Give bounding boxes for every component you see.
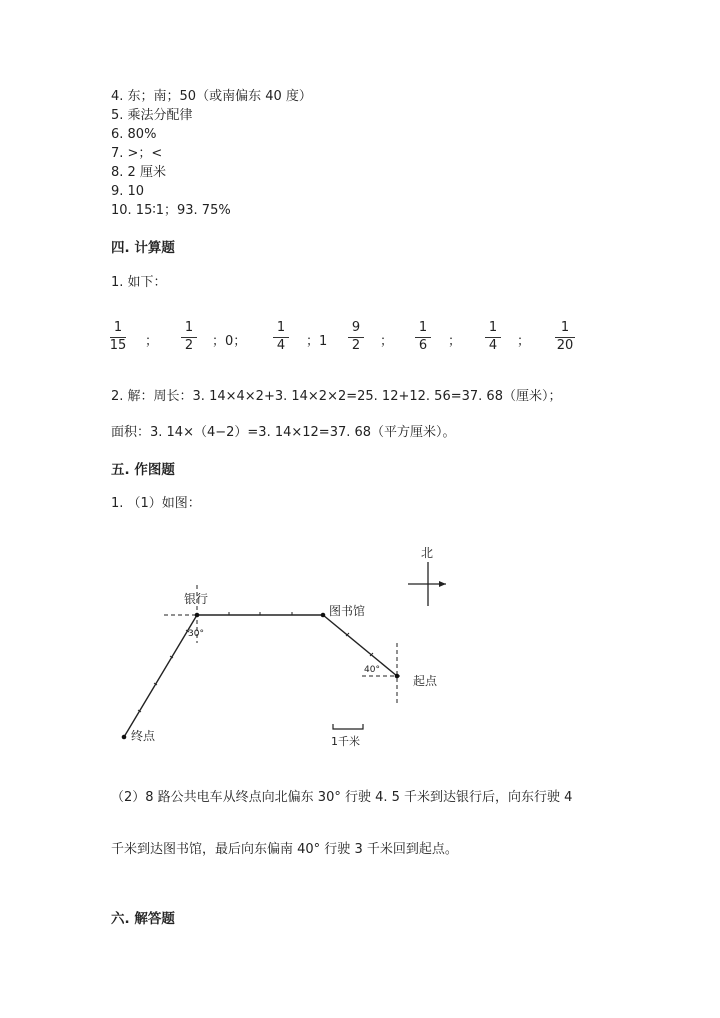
fraction (412, 320, 434, 354)
separator: ； (380, 334, 394, 349)
bank-angle-label: 30° (188, 629, 204, 639)
q1-2-description-line2: 千米到达图书馆，最后向东偏南 40° 行驶 3 千米回到起点。 (111, 842, 458, 857)
fraction-denominator: 4 (276, 338, 286, 353)
answer-8: 8. 2 厘米 (111, 165, 166, 180)
fraction (107, 320, 129, 354)
separator: ； (517, 334, 531, 349)
fraction-denominator: 15 (109, 338, 127, 353)
q1-figure-intro: 1. （1）如图： (111, 496, 201, 511)
q1-2-description-line1: （2）8 路公共电车从终点向北偏东 30° 行驶 4. 5 千米到达银行后，向东行驶 4 (111, 790, 573, 805)
separator: ； (448, 334, 462, 349)
fraction-denominator: 20 (556, 338, 574, 353)
route-diagram (0, 530, 720, 760)
scale-label: 1千米 (331, 735, 360, 748)
fraction-numerator: 1 (113, 320, 123, 335)
fraction-numerator: 1 (184, 320, 194, 335)
fraction-numerator: 9 (351, 320, 361, 335)
fraction (552, 320, 578, 354)
separator: ；1 (306, 334, 328, 349)
answer-6: 6. 80% (111, 127, 157, 142)
start-angle-label: 40° (364, 665, 380, 675)
fraction-numerator: 1 (488, 320, 498, 335)
scale-bar (333, 724, 363, 729)
end-point (122, 735, 127, 740)
q2-perimeter: 2. 解：周长：3. 14×4×2+3. 14×2×2=25. 12+12. 56=37. 68（厘米）； (111, 389, 562, 404)
north-label: 北 (421, 546, 434, 560)
fraction (345, 320, 367, 354)
section-5-title: 五. 作图题 (111, 462, 175, 478)
separator: ； (145, 334, 159, 349)
separator: ；0； (212, 334, 247, 349)
fraction-numerator: 1 (560, 320, 570, 335)
q1-intro: 1. 如下： (111, 275, 167, 290)
answer-7: 7. >；< (111, 146, 163, 161)
q2-area: 面积：3. 14×（4−2）=3. 14×12=37. 68（平方厘米）。 (111, 425, 456, 440)
fraction (270, 320, 292, 354)
section-6-title: 六. 解答题 (111, 911, 175, 927)
start-point (395, 674, 400, 679)
answer-4: 4. 东；南；50（或南偏东 40 度） (111, 89, 312, 104)
fraction (178, 320, 200, 354)
fraction-numerator: 1 (276, 320, 286, 335)
answer-5: 5. 乘法分配律 (111, 108, 193, 123)
compass-east-arrow (439, 581, 446, 587)
route-library-start (323, 615, 397, 676)
fraction-denominator: 6 (418, 338, 428, 353)
end-label: 终点 (131, 729, 156, 743)
bank-label: 银行 (184, 592, 209, 606)
start-label: 起点 (413, 674, 438, 688)
library-point (321, 613, 326, 618)
fraction-denominator: 4 (488, 338, 498, 353)
fraction-denominator: 2 (184, 338, 194, 353)
answer-10: 10. 15∶1；93. 75% (111, 203, 231, 218)
fraction-denominator: 2 (351, 338, 361, 353)
answer-9: 9. 10 (111, 184, 145, 199)
bank-point (195, 613, 200, 618)
fraction-numerator: 1 (418, 320, 428, 335)
library-label: 图书馆 (329, 604, 366, 618)
section-4-title: 四. 计算题 (111, 240, 175, 256)
route-end-bank (124, 615, 197, 737)
fraction (482, 320, 504, 354)
